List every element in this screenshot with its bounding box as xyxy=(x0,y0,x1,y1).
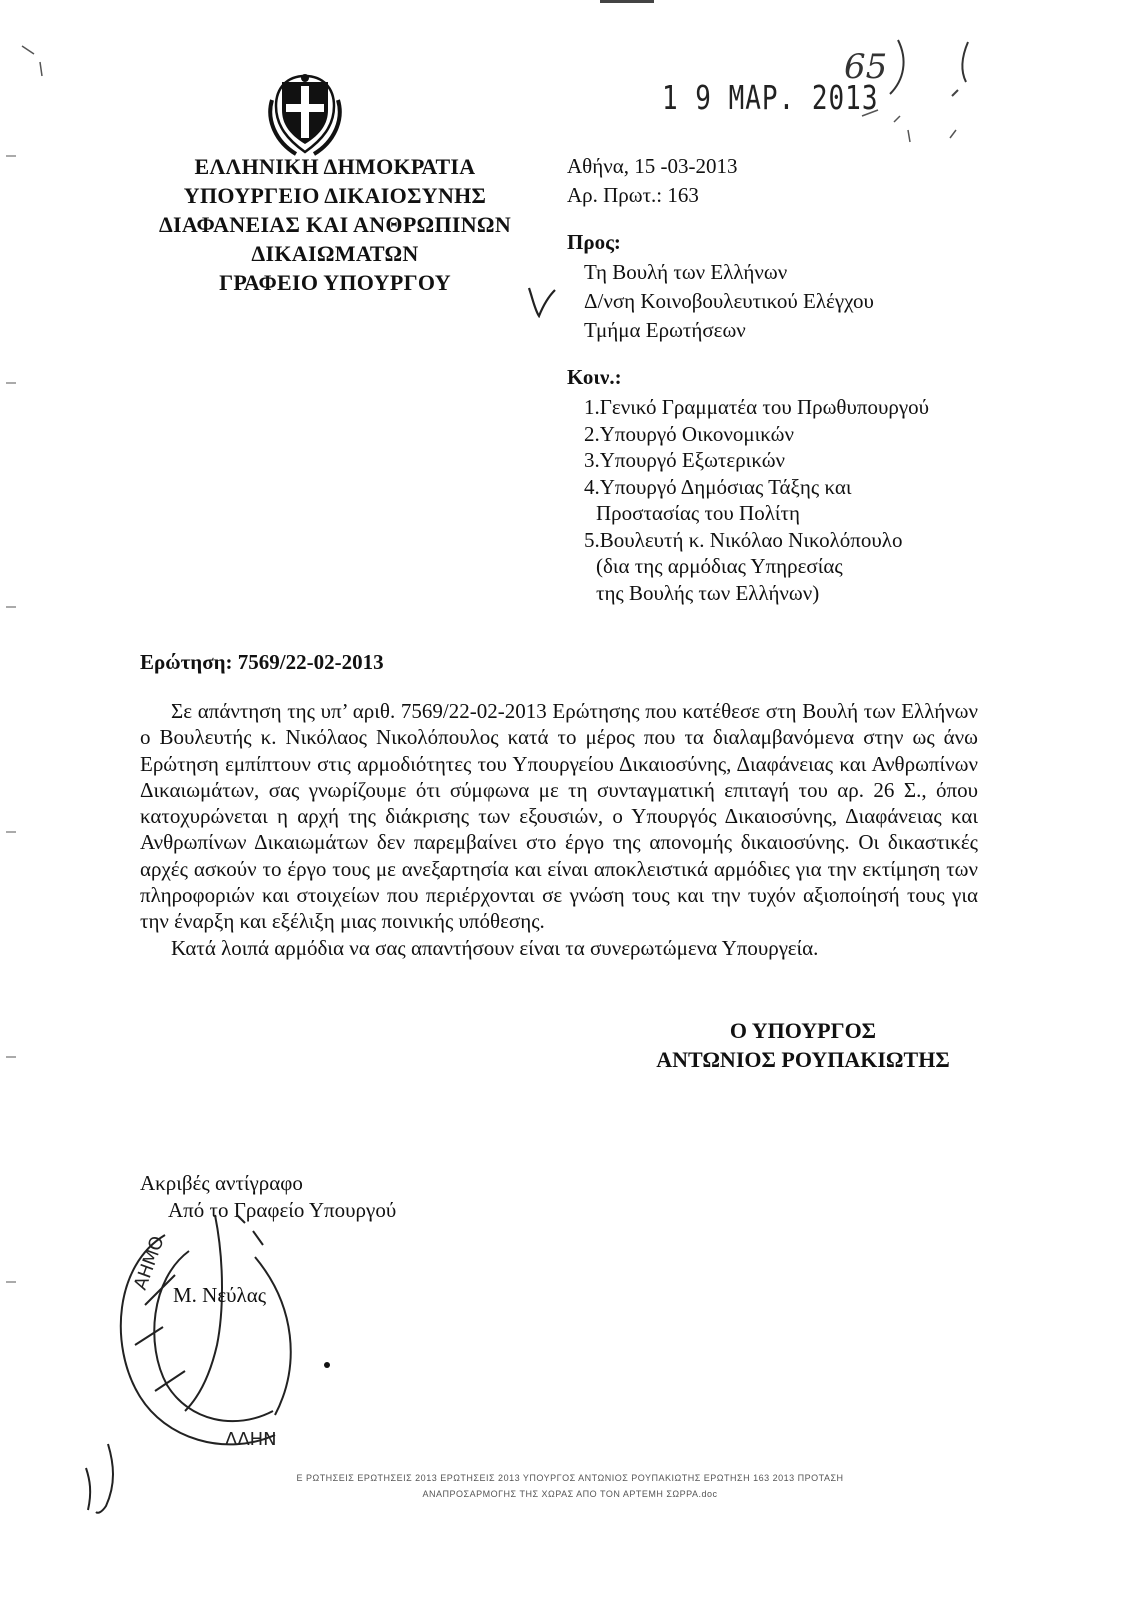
official-seal-stamp xyxy=(105,1195,345,1465)
cc-item: 3.Υπουργό Εξωτερικών xyxy=(584,448,786,472)
cc-item: 4.Υπουργό Δημόσιας Τάξης και xyxy=(584,474,852,499)
cc-list xyxy=(584,394,929,606)
scan-margin-mark xyxy=(6,1056,16,1058)
recipients-list xyxy=(584,258,874,345)
footer-line: Ε ΡΩΤΗΣΕΙΣ ΕΡΩΤΗΣΕΙΣ 2013 ΕΡΩΤΗΣΕΙΣ 2013 ΥΠΟΥΡΓΟΣ ΑΝΤΩΝΙΟΣ ΡΟΥΠΑΚΙΩΤΗΣ ΕΡΩΤΗΣΗ 163 2013 ΠΡΟΤΑΣΗ xyxy=(296,1473,844,1483)
scan-corner-mark xyxy=(18,42,48,82)
certified-line: Από το Γραφείο Υπουργού xyxy=(168,1198,397,1222)
scan-margin-mark xyxy=(6,831,16,833)
scan-margin-mark xyxy=(6,1281,16,1283)
footer-line: ΑΝΑΠΡΟΣΑΡΜΟΓΗΣ ΤΗΣ ΧΩΡΑΣ ΑΠΟ ΤΟΝ ΑΡΤΕΜΗ ΣΩΡΡΑ.doc xyxy=(422,1489,718,1499)
handwritten-tick-mark xyxy=(525,284,559,318)
ministry-header xyxy=(140,152,530,297)
scan-margin-mark xyxy=(6,382,16,384)
cc-item: (δια της αρμόδιας Υπηρεσίας xyxy=(596,554,843,578)
cc-item: 5.Βουλευτή κ. Νικόλαο Νικολόπουλο xyxy=(584,527,903,552)
handwritten-margin-mark xyxy=(78,1440,128,1520)
signature-block xyxy=(648,1016,958,1074)
received-date-stamp: 1 9 ΜΑΡ. 2013 xyxy=(662,80,879,118)
recipients-title: Προς: xyxy=(567,230,621,254)
letter-body xyxy=(140,698,978,961)
header-line: ΥΠΟΥΡΓΕΙΟ ΔΙΚΑΙΟΣΥΝΗΣ xyxy=(183,183,487,208)
cc-item: Προστασίας του Πολίτη xyxy=(596,501,800,525)
body-paragraph: Κατά λοιπά αρμόδια να σας απαντήσουν είναι τα συνερωτώμενα Υπουργεία. xyxy=(171,935,819,960)
date-block xyxy=(567,152,737,210)
header-line: ΔΙΑΦΑΝΕΙΑΣ ΚΑΙ ΑΝΘΡΩΠΙΝΩΝ xyxy=(158,212,512,237)
cc-item: 1.Γενικό Γραμματέα του Πρωθυπουργού xyxy=(584,395,930,419)
svg-text:ΛΛΗΝ: ΛΛΗΝ xyxy=(225,1429,277,1450)
question-reference: Ερώτηση: 7569/22-02-2013 xyxy=(140,650,384,674)
cc-title: Κοιν.: xyxy=(567,365,622,389)
header-line: ΕΛΛΗΝΙΚΗ ΔΗΜΟΚΡΑΤΙΑ xyxy=(194,154,476,179)
scan-margin-mark xyxy=(6,606,16,608)
place-date: Αθήνα, 15 -03-2013 xyxy=(567,154,738,178)
recipient-item: Τη Βουλή των Ελλήνων xyxy=(584,260,788,284)
greek-coat-of-arms-icon xyxy=(262,70,348,158)
body-paragraph: Σε απάντηση της υπ’ αριθ. 7569/22-02-2013 Ερώτησης που κατέθεσε στη Βουλή των Ελλήνων ο Βουλευτής κ. Νικόλαος Νικολόπουλος κατά το μέρος που τα διαλαμβανόμενα στην ως άνω Ερώτηση εμπίπτουν στις αρμοδιότητες του Υπουργείου Δικαιοσύνης, Διαφάνειας και Ανθρωπίνων Δικαιωμάτων, σας γνωρίζουμε ότι σύμφωνα με τη συνταγματική επιταγή του αρ. 26 Σ., όπου κατοχυρώνεται η αρχή της διάκρισης των εξουσιών, ο Υπουργός Δικαιοσύνης, Διαφάνειας και Ανθρωπίνων Δικαιωμάτων δεν παρεμβαίνει στο έργο της απονομής δικαιοσύνης. Οι δικαστικές αρχές ασκούν το έργο τους με ανεξαρτησία και είναι αποκλειστικά αρμόδιες για την εκτίμηση των πληροφοριών και στοιχείων που περιέρχονται σε γνώση τους και την τυχόν αξιοποίησή τους για την έναρξη και εξέλιξη μιας ποινικής υπόθεσης. xyxy=(140,699,978,934)
scan-margin-mark xyxy=(6,155,16,157)
signatory-name: ΑΝΤΩΝΙΟΣ ΡΟΥΠΑΚΙΩΤΗΣ xyxy=(656,1047,950,1072)
certifier-signature-name: Μ. Νεύλας xyxy=(173,1283,267,1307)
document-footer xyxy=(140,1470,1000,1502)
svg-text:ΑΗΜΟ: ΑΗΜΟ xyxy=(129,1233,169,1293)
recipient-item: Δ/νση Κοινοβουλευτικού Ελέγχου xyxy=(584,289,874,313)
scan-top-rule xyxy=(600,0,654,3)
certified-line: Ακριβές αντίγραφο xyxy=(140,1171,303,1195)
cc-item: 2.Υπουργό Οικονομικών xyxy=(584,421,794,446)
handwritten-note: 65 xyxy=(844,47,888,87)
header-line: ΓΡΑΦΕΙΟ ΥΠΟΥΡΓΟΥ xyxy=(219,270,451,295)
cc-item: της Βουλής των Ελλήνων) xyxy=(596,580,820,605)
protocol-number: Αρ. Πρωτ.: 163 xyxy=(567,183,699,207)
header-line: ΔΙΚΑΙΩΜΑΤΩΝ xyxy=(251,241,419,266)
signatory-title: Ο ΥΠΟΥΡΓΟΣ xyxy=(729,1018,877,1043)
handwritten-annotation xyxy=(838,30,998,150)
recipient-item: Τμήμα Ερωτήσεων xyxy=(584,318,746,342)
